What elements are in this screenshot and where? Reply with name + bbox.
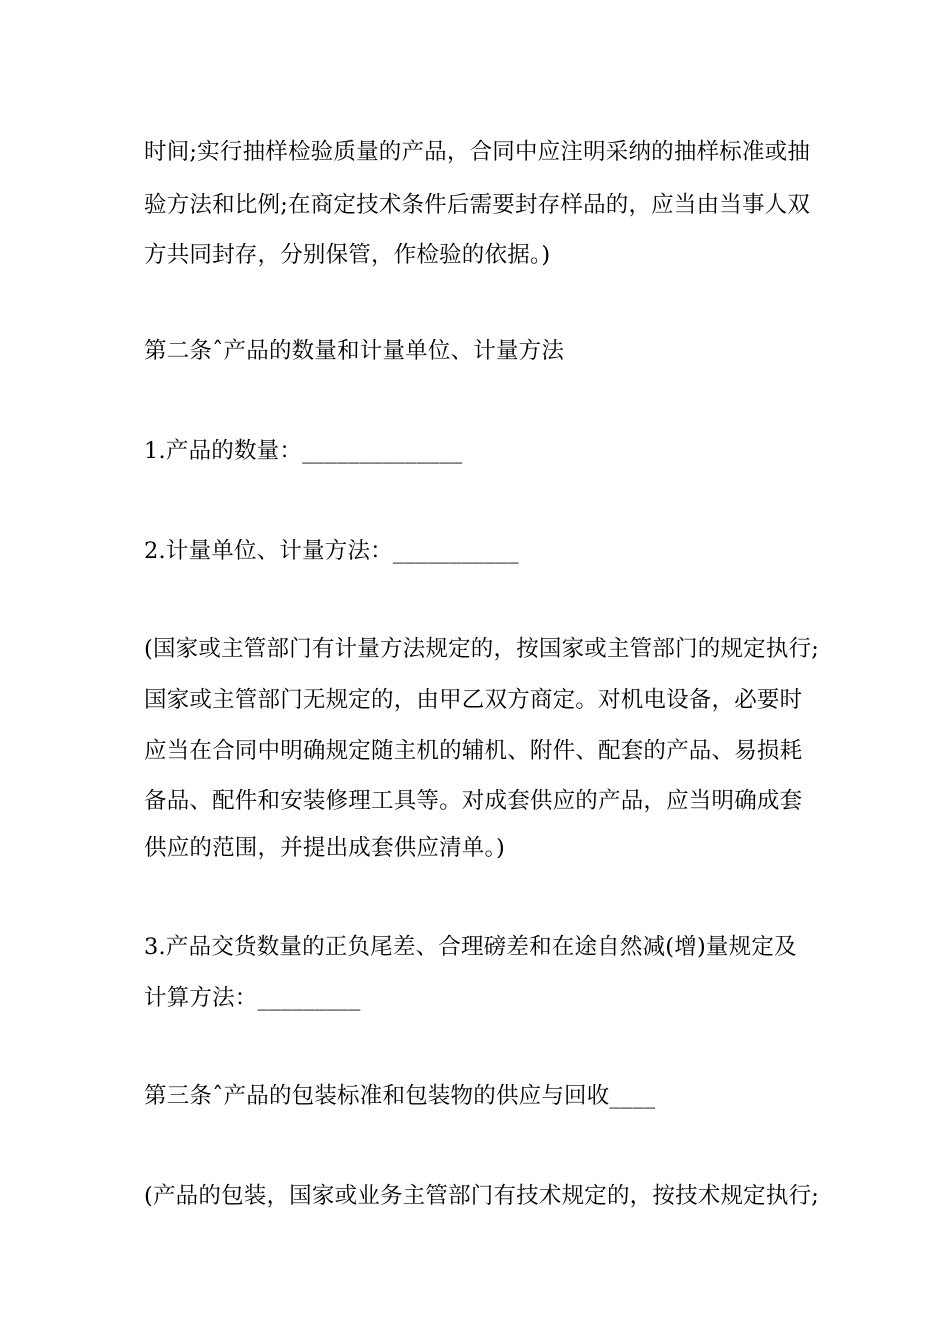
paragraph-line: 验方法和比例;在商定技术条件后需要封存样品的，应当由当事人双 — [144, 192, 811, 218]
section-heading: 第三条ˆ产品的包装标准和包装物的供应与回收____ — [144, 1083, 656, 1109]
paragraph-line: 方共同封存，分别保管，作检验的依据。) — [144, 242, 551, 268]
paragraph-line: 备品、配件和安装修理工具等。对成套供应的产品，应当明确成套 — [144, 788, 803, 814]
paragraph-line: (产品的包装，国家或业务主管部门有技术规定的，按技术规定执行; — [144, 1183, 820, 1209]
paragraph-line: 国家或主管部门无规定的，由甲乙双方商定。对机电设备，必要时 — [144, 687, 803, 713]
paragraph-line: 时间;实行抽样检验质量的产品，合同中应注明采纳的抽样标准或抽 — [144, 139, 811, 165]
paragraph-line: 应当在合同中明确规定随主机的辅机、附件、配套的产品、易损耗 — [144, 738, 803, 764]
list-item: 计算方法：_________ — [144, 985, 361, 1011]
paragraph-line: (国家或主管部门有计量方法规定的，按国家或主管部门的规定执行; — [144, 636, 820, 662]
list-item: 3.产品交货数量的正负尾差、合理磅差和在途自然减(增)量规定及 — [144, 934, 797, 960]
list-item: 2.计量单位、计量方法：___________ — [144, 538, 519, 564]
list-item: 1.产品的数量：______________ — [144, 438, 463, 464]
paragraph-line: 供应的范围，并提出成套供应清单。) — [144, 835, 505, 861]
section-heading: 第二条ˆ产品的数量和计量单位、计量方法 — [144, 338, 565, 364]
